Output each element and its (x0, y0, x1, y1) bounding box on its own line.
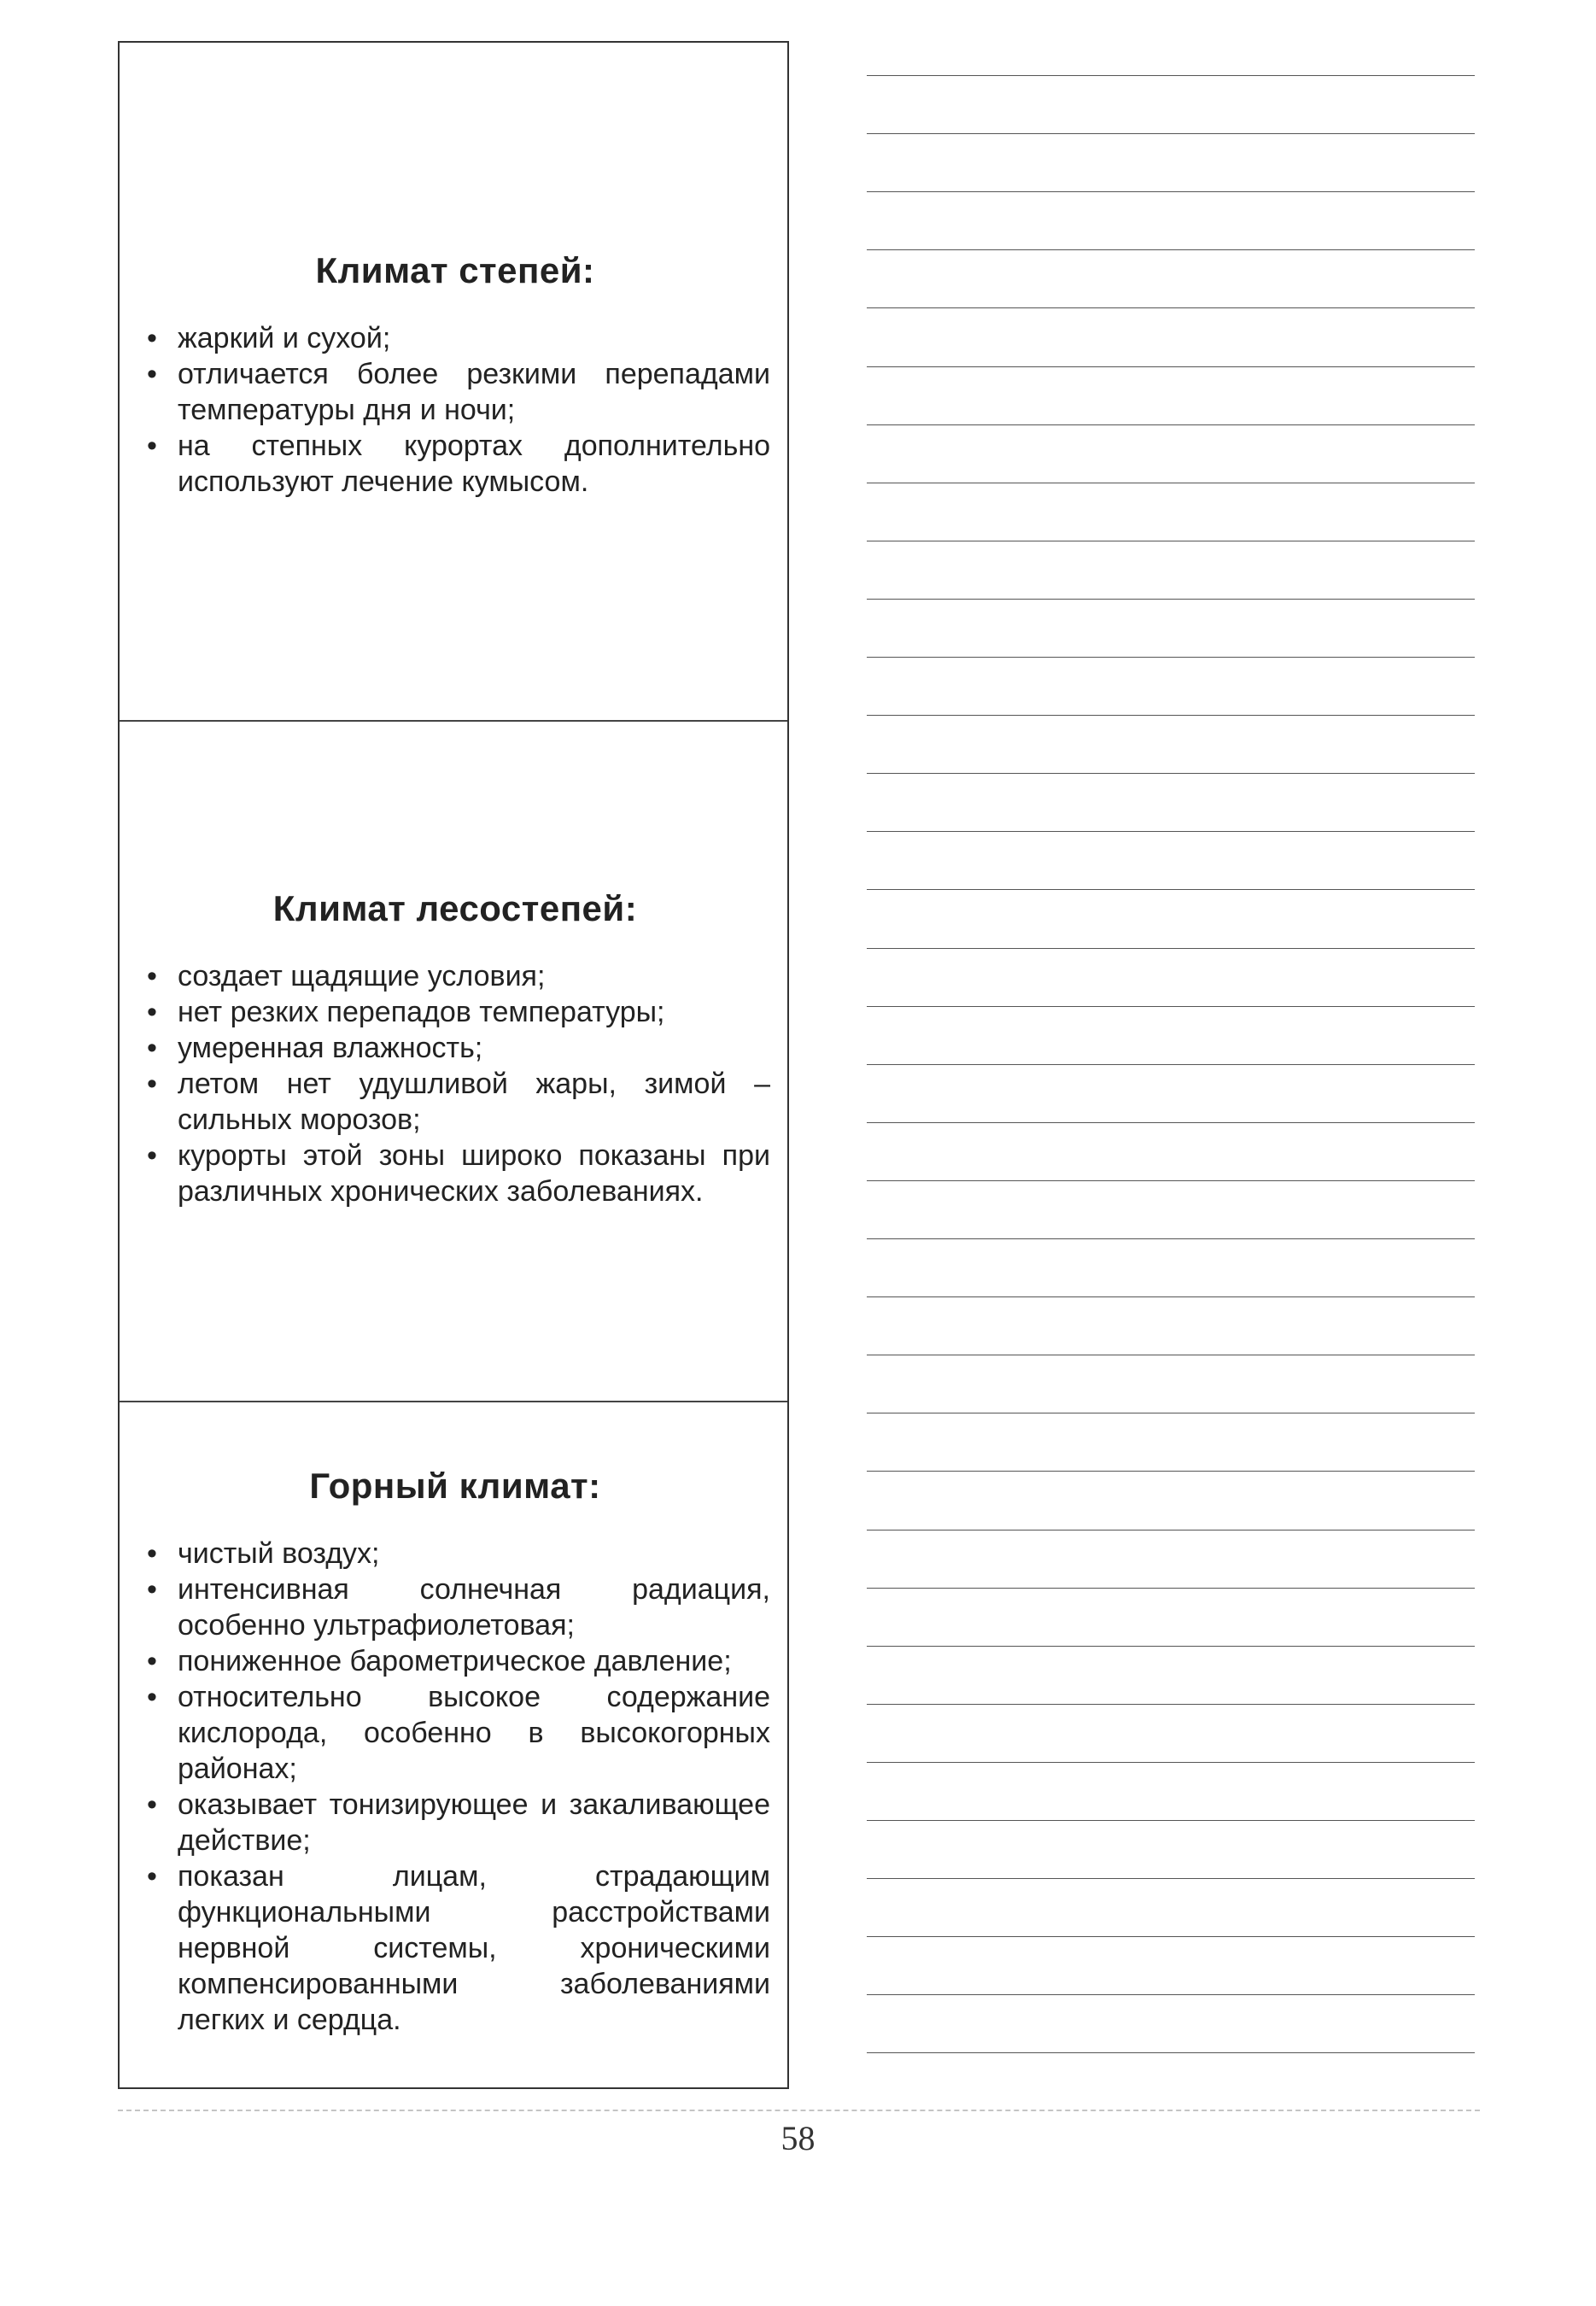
note-line (867, 1238, 1475, 1239)
bullet-item: • создает щадящие условия; (140, 958, 770, 994)
bullet-item: • показан лицам, страдающим функциональными расстройствами нервной системы, хроническими компенсированными заболеваниями легких и сердца. (140, 1858, 770, 2038)
note-line (867, 1064, 1475, 1065)
bullet-list (140, 320, 770, 500)
note-line (867, 1704, 1475, 1705)
note-line (867, 1006, 1475, 1007)
note-line (867, 1646, 1475, 1647)
bullet-item: • на степных курортах дополнительно используют лечение кумысом. (140, 428, 770, 500)
slide-forest-steppe-climate (120, 720, 787, 1401)
bullet-item: • относительно высокое содержание кислорода, особенно в высокогорных районах; (140, 1679, 770, 1787)
note-line (867, 75, 1475, 76)
note-line (867, 1588, 1475, 1589)
bullet-item: • нет резких перепадов температуры; (140, 994, 770, 1030)
note-line (867, 715, 1475, 716)
note-line (867, 424, 1475, 425)
note-line (867, 1530, 1475, 1531)
page-divider (118, 2110, 1480, 2111)
note-line (867, 773, 1475, 774)
slide-title: Климат лесостепей: (272, 888, 638, 928)
note-line (867, 1296, 1475, 1297)
page-number: 58 (780, 2119, 816, 2157)
bullet-item: • оказывает тонизирующее и закаливающее действие; (140, 1787, 770, 1858)
note-line (867, 948, 1475, 949)
note-line (867, 889, 1475, 890)
slide-title: Климат степей: (315, 250, 595, 290)
note-line (867, 1936, 1475, 1937)
bullet-item: • интенсивная солнечная радиация, особенно ультрафиолетовая; (140, 1571, 770, 1643)
bullet-list (140, 958, 770, 1209)
note-line (867, 1180, 1475, 1181)
slide-title: Горный климат: (309, 1466, 601, 1506)
note-line (867, 599, 1475, 600)
note-line (867, 1994, 1475, 1995)
note-line (867, 133, 1475, 134)
note-line (867, 1762, 1475, 1763)
note-line (867, 831, 1475, 832)
slide-mountain-climate (120, 1401, 787, 2089)
note-line (867, 2052, 1475, 2053)
note-line (867, 249, 1475, 250)
note-line (867, 1878, 1475, 1879)
slide-steppe-climate (120, 43, 787, 720)
note-line (867, 307, 1475, 308)
note-line (867, 1471, 1475, 1472)
bullet-item: • курорты этой зоны широко показаны при различных хронических заболеваниях. (140, 1138, 770, 1209)
bullet-item: • летом нет удушливой жары, зимой – сильных морозов; (140, 1066, 770, 1138)
note-line (867, 366, 1475, 367)
bullet-item: • пониженное барометрическое давление; (140, 1643, 770, 1679)
note-lines-area (867, 0, 1475, 2084)
bullet-list (140, 1536, 770, 2038)
note-line (867, 1820, 1475, 1821)
bullet-item: • умеренная влажность; (140, 1030, 770, 1066)
note-line (867, 1122, 1475, 1123)
note-line (867, 657, 1475, 658)
bullet-item: • отличается более резкими перепадами температуры дня и ночи; (140, 356, 770, 428)
bullet-item: • жаркий и сухой; (140, 320, 770, 356)
note-line (867, 191, 1475, 192)
slides-column (118, 41, 789, 2089)
bullet-item: • чистый воздух; (140, 1536, 770, 1571)
